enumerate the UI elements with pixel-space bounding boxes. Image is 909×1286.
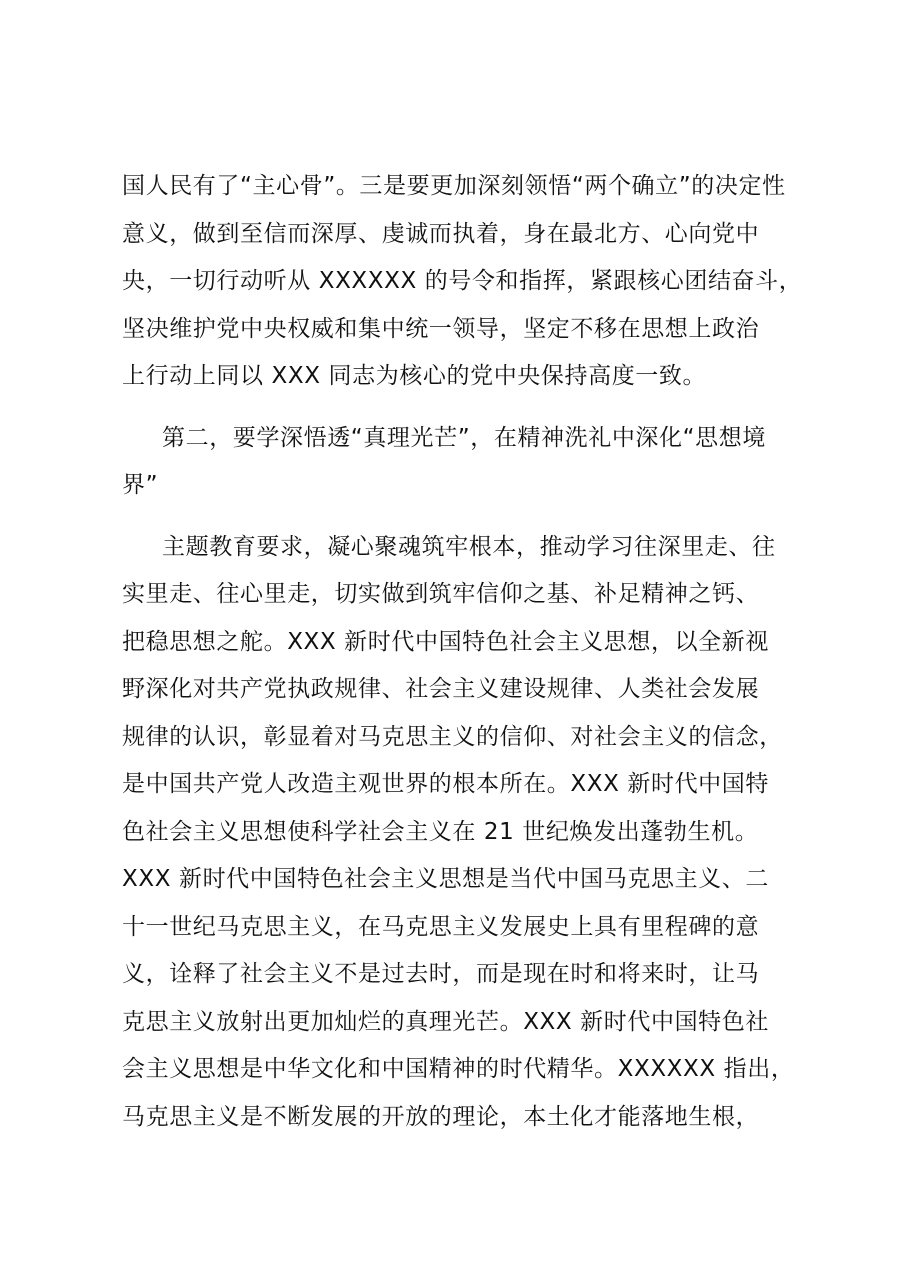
text-line: 上行动上同以 XXX 同志为核心的党中央保持高度一致。 bbox=[122, 363, 707, 389]
heading-line: 第二，要学深悟透“真理光芒”，在精神洗礼中深化“思想境 bbox=[162, 424, 766, 451]
text-line: XXX 新时代中国特色社会主义思想是当代中国马克思主义、二 bbox=[122, 866, 769, 892]
text-line: 野深化对共产党执政规律、社会主义建设规律、人类社会发展 bbox=[122, 676, 760, 702]
document-body bbox=[122, 163, 808, 1141]
text-line: 坚决维护党中央权威和集中统一领导，坚定不移在思想上政治 bbox=[122, 315, 760, 342]
body-paragraph bbox=[122, 524, 808, 1142]
text-line: 是中国共产党人改造主观世界的根本所在。XXX 新时代中国特 bbox=[122, 771, 769, 797]
text-line: 国人民有了“主心骨”。三是要更加深刻领悟“两个确立”的决定性 bbox=[122, 173, 786, 199]
section-heading bbox=[122, 415, 808, 510]
text-line: 会主义思想是中华文化和中国精神的时代精华。XXXXXX 指出， bbox=[122, 1056, 795, 1082]
paragraph-spacer bbox=[122, 401, 808, 415]
paragraph-continuation bbox=[122, 163, 808, 401]
text-line: 马克思主义是不断发展的开放的理论，本土化才能落地生根， bbox=[122, 1103, 760, 1130]
heading-line: 界” bbox=[122, 472, 159, 498]
text-line: 色社会主义思想使科学社会主义在 21 世纪焕发出蓬勃生机。 bbox=[122, 818, 759, 845]
text-line: 央，一切行动听从 XXXXXX 的号令和指挥，紧跟核心团结奋斗， bbox=[122, 268, 803, 294]
text-line: 十一世纪马克思主义，在马克思主义发展史上具有里程碑的意 bbox=[122, 913, 760, 940]
text-line: 把稳思想之舵。XXX 新时代中国特色社会主义思想，以全新视 bbox=[122, 628, 769, 655]
text-line: 实里走、往心里走，切实做到筑牢信仰之基、补足精神之钙、 bbox=[122, 581, 760, 607]
text-line: 主题教育要求，凝心聚魂筑牢根本，推动学习往深里走、往 bbox=[162, 533, 776, 560]
text-line: 规律的认识，彰显着对马克思主义的信仰、对社会主义的信念， bbox=[122, 723, 783, 750]
text-line: 义，诠释了社会主义不是过去时，而是现在时和将来时，让马 bbox=[122, 961, 760, 987]
text-line: 克思主义放射出更加灿烂的真理光芒。XXX 新时代中国特色社 bbox=[122, 1008, 769, 1035]
text-line: 意义，做到至信而深厚、虔诚而执着，身在最北方、心向党中 bbox=[122, 220, 760, 247]
paragraph-spacer bbox=[122, 510, 808, 524]
